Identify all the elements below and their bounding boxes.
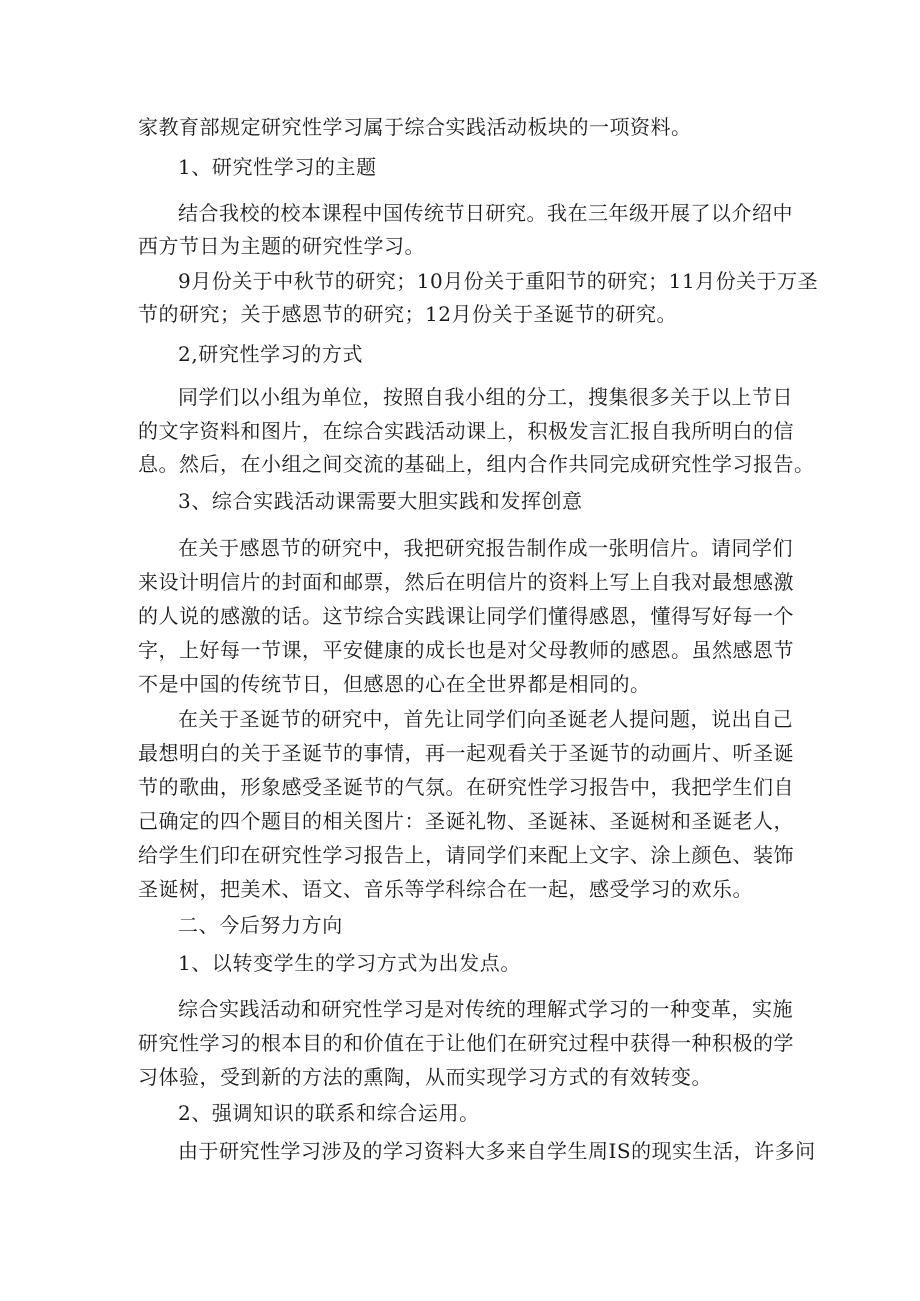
paragraph-line: 节的研究；关于感恩节的研究；12月份关于圣诞节的研究。: [138, 302, 677, 326]
paragraph-line: 家教育部规定研究性学习属于综合实践活动板块的一项资料。: [138, 115, 692, 139]
paragraph-line: 给学生们印在研究性学习报告上，请同学们来配上文字、涂上颜色、装饰: [138, 843, 794, 867]
paragraph-line: 字，上好每一节课，平安健康的成长也是对父母教师的感恩。虽然感恩节: [138, 638, 794, 662]
paragraph-line: 结合我校的校本课程中国传统节日研究。我在三年级开展了以介绍中: [178, 201, 793, 225]
paragraph-line: 综合实践活动和研究性学习是对传统的理解式学习的一种变革，实施: [178, 997, 793, 1021]
paragraph-line: 来设计明信片的封面和邮票，然后在明信片的资料上写上自我对最想感激: [138, 570, 794, 594]
paragraph-line: 的文字资料和图片，在综合实践活动课上，积极发言汇报自我所明白的信: [138, 419, 794, 443]
paragraph-line: 在关于圣诞节的研究中，首先让同学们向圣诞老人提问题，说出自己: [178, 707, 793, 731]
section-heading: 1、研究性学习的主题: [178, 155, 377, 179]
paragraph-line: 圣诞树，把美术、语文、音乐等学科综合在一起，感受学习的欢乐。: [138, 877, 753, 901]
section-heading: 2、强调知识的联系和综合运用。: [178, 1101, 480, 1125]
paragraph-line: 西方节日为主题的研究性学习。: [138, 234, 425, 258]
paragraph-line: 在关于感恩节的研究中，我把研究报告制作成一张明信片。请同学们: [178, 536, 793, 560]
paragraph-line: 节的歌曲，形象感受圣诞节的气氛。在研究性学习报告中，我把学生们自: [138, 775, 794, 799]
section-heading: 2,研究性学习的方式: [178, 342, 364, 366]
paragraph-line: 9月份关于中秋节的研究；10月份关于重阳节的研究；11月份关于万圣: [178, 269, 819, 293]
paragraph-line: 同学们以小组为单位，按照自我小组的分工，搜集很多关于以上节日: [178, 385, 793, 409]
paragraph-line: 己确定的四个题目的相关图片：圣诞礼物、圣诞袜、圣诞树和圣诞老人，: [138, 809, 794, 833]
paragraph-line: 习体验，受到新的方法的熏陶，从而实现学习方式的有效转变。: [138, 1065, 712, 1089]
section-heading: 3、综合实践活动课需要大胆实践和发挥创意: [178, 489, 583, 513]
section-heading: 1、以转变学生的学习方式为出发点。: [178, 951, 521, 975]
paragraph-line: 最想明白的关于圣诞节的事情，再一起观看关于圣诞节的动画片、听圣诞: [138, 741, 794, 765]
section-heading: 二、今后努力方向: [178, 913, 343, 937]
paragraph-line: 由于研究性学习涉及的学习资料大多来自学生周IS的现实生活，许多问: [178, 1139, 816, 1163]
paragraph-line: 息。然后，在小组之间交流的基础上，组内合作共同完成研究性学习报告。: [138, 452, 815, 476]
paragraph-line: 不是中国的传统节日，但感恩的心在全世界都是相同的。: [138, 672, 651, 696]
paragraph-line: 的人说的感激的话。这节综合实践课让同学们懂得感恩，懂得写好每一个: [138, 604, 794, 628]
paragraph-line: 研究性学习的根本目的和价值在于让他们在研究过程中获得一种积极的学: [138, 1031, 794, 1055]
